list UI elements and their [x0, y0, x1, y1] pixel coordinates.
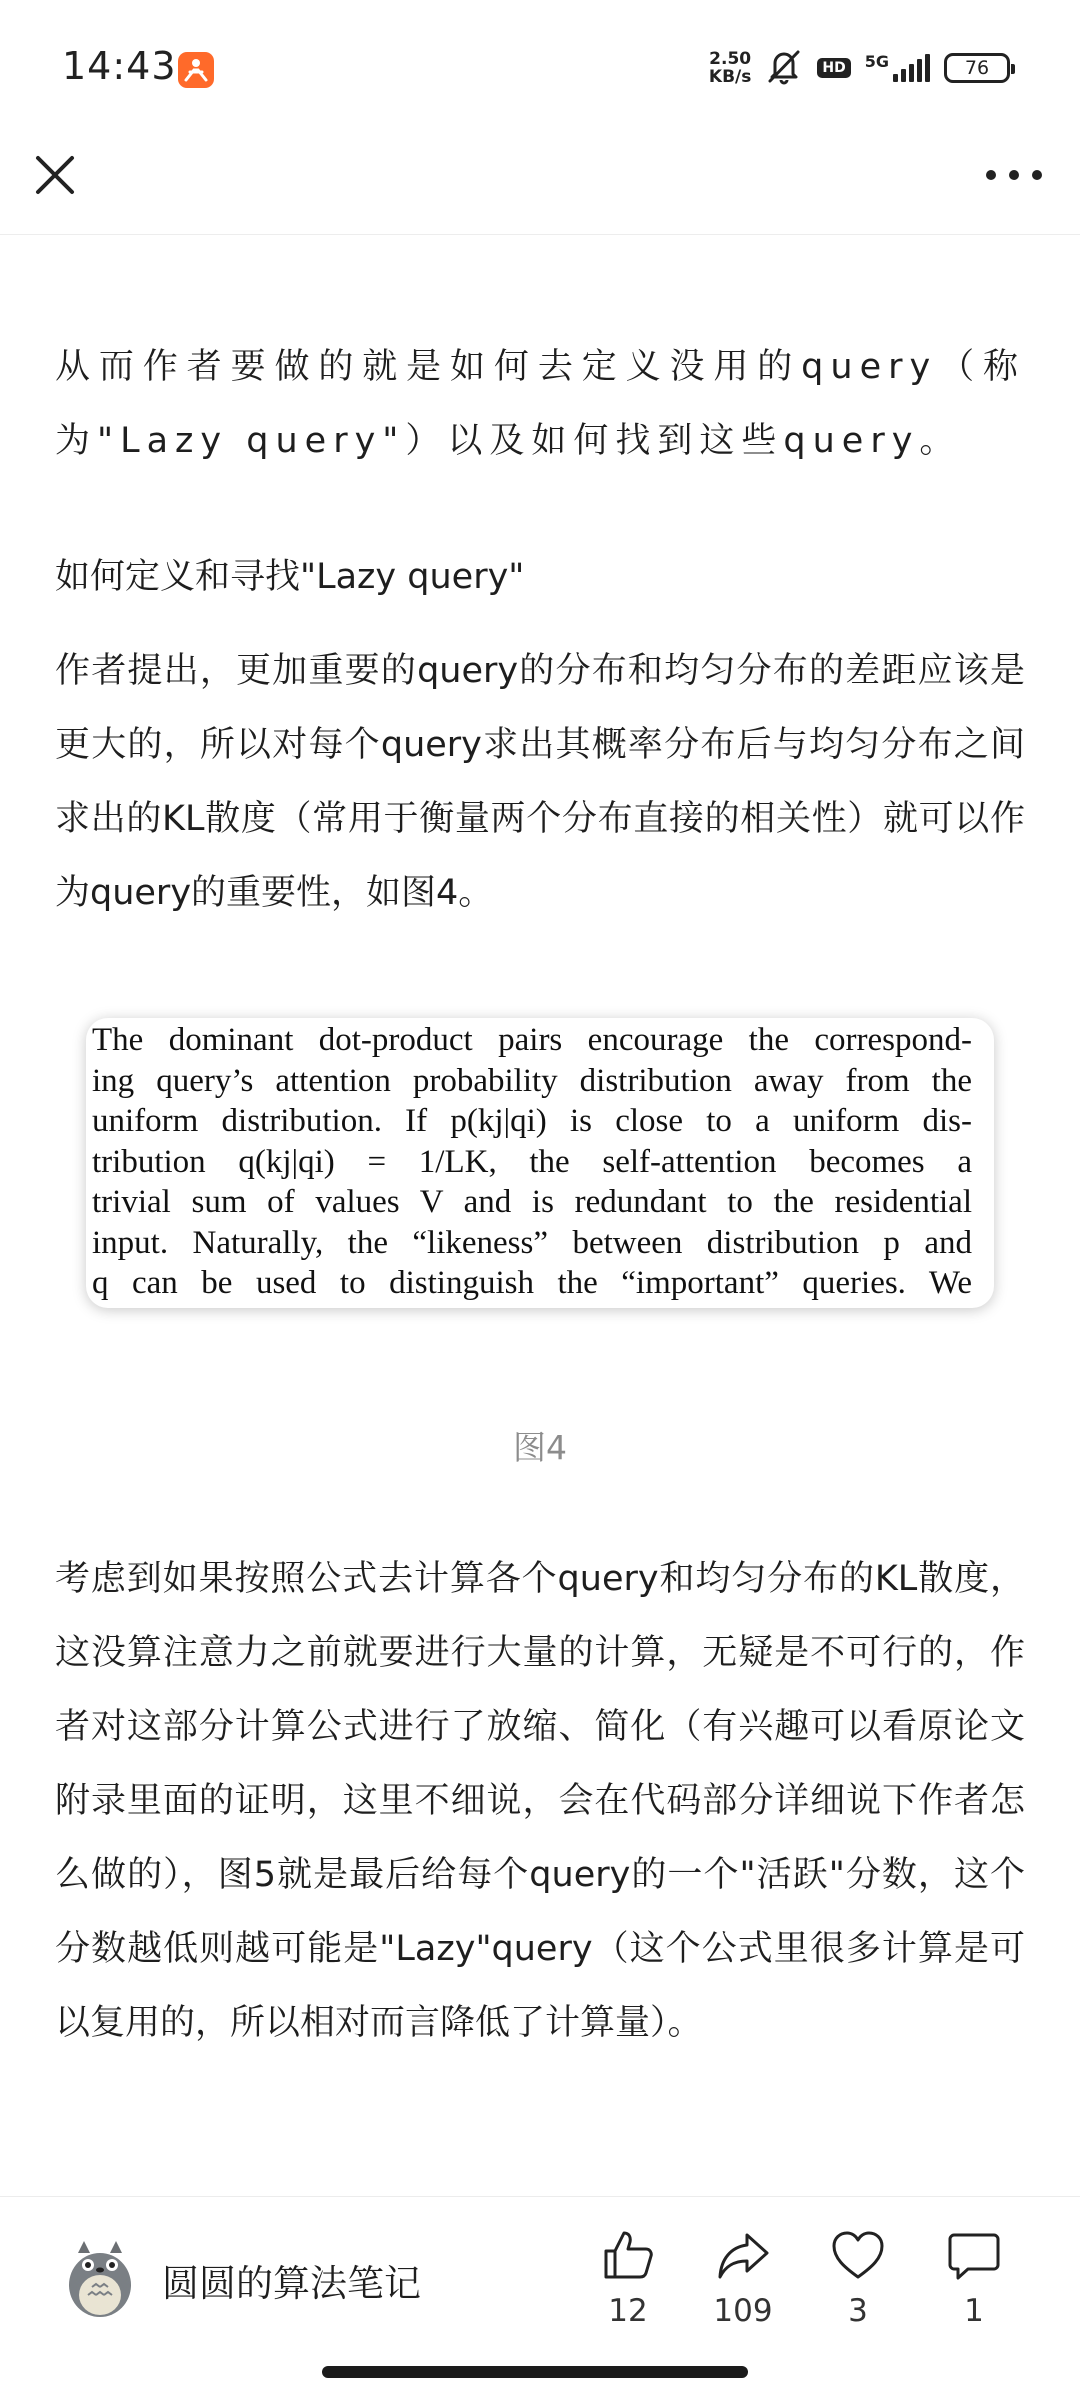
- author-name[interactable]: 圆圆的算法笔记: [162, 2262, 421, 2305]
- top-nav: [0, 140, 1080, 240]
- figure-caption: 图4: [513, 1428, 567, 1467]
- more-icon: [986, 170, 996, 180]
- paragraph-kl-divergence: 作者提出，更加重要的query的分布和均匀分布的差距应该是更大的，所以对每个query求出其概率分布后与均匀分布之间求出的KL散度（常用于衡量两个分布直接的相关性）就可以作为query的重要性，如图4。: [55, 651, 1025, 913]
- app-notification-icon: [178, 52, 214, 88]
- network-speed: [709, 50, 751, 86]
- more-button[interactable]: [986, 160, 1042, 190]
- home-indicator[interactable]: [322, 2366, 748, 2378]
- figure-line: tribution q(kj|qi) = 1/LK, the self-attention becomes a: [92, 1143, 972, 1180]
- figure-4-image[interactable]: [86, 1018, 994, 1308]
- status-bar: [0, 0, 1080, 140]
- author-avatar[interactable]: [64, 2239, 136, 2319]
- battery-icon: [944, 53, 1010, 83]
- section-heading: 如何定义和寻找"Lazy query": [55, 557, 525, 597]
- figure-4-text: [92, 1020, 972, 1304]
- signal-icon: [893, 54, 930, 82]
- nav-divider: [0, 234, 1080, 245]
- paragraph-active-score: 考虑到如果按照公式去计算各个query和均匀分布的KL散度，这没算注意力之前就要进行大量的计算，无疑是不可行的，作者对这部分计算公式进行了放缩、简化（有兴趣可以看原论文附录里面的证明，这里不细说，会在代码部分详细说下作者怎么做的），图5就是最后给每个query的一个"活跃"分数，这个分数越低则越可能是"Lazy"query（这个公式里很多计算是可以复用的，所以相对而言降低了计算量）。: [55, 1559, 1025, 2043]
- close-button[interactable]: [30, 150, 80, 200]
- thumbs-up-icon: [600, 2227, 656, 2283]
- share-count: 109: [713, 2293, 773, 2329]
- mute-icon: [765, 47, 803, 89]
- hd-badge: HD: [817, 58, 850, 78]
- figure-line: The dominant dot-product pairs encourage the correspond-: [92, 1022, 972, 1058]
- like-count: 12: [608, 2293, 648, 2329]
- close-icon: [30, 150, 80, 200]
- favorite-button[interactable]: [813, 2227, 903, 2329]
- heart-icon: [830, 2227, 886, 2283]
- comment-count: 1: [964, 2293, 984, 2329]
- network-type: 5G: [864, 51, 889, 71]
- comment-icon: [946, 2227, 1002, 2283]
- figure-line: uniform distribution. If p(kj|qi) is close to a uniform dis-: [92, 1103, 972, 1139]
- network-speed-unit: KB/s: [708, 67, 752, 87]
- share-icon: [715, 2227, 771, 2283]
- figure-line: q can be used to distinguish the “important” queries. We: [92, 1265, 972, 1301]
- network-speed-value: 2.50: [709, 49, 752, 69]
- like-button[interactable]: [583, 2227, 673, 2329]
- comment-button[interactable]: [929, 2227, 1019, 2329]
- figure-line: input. Naturally, the “likeness” between distribution p and: [92, 1224, 972, 1261]
- battery-level: 76: [964, 57, 990, 79]
- status-time: 14:43: [62, 44, 177, 88]
- paragraph-lazy-query-intro: 从而作者要做的就是如何去定义没用的query（称为"Lazy query"）以及如何找到这些query。: [55, 347, 1025, 461]
- favorite-count: 3: [848, 2293, 868, 2329]
- figure-line: ing query’s attention probability distribution away from the: [92, 1062, 972, 1099]
- figure-line: trivial sum of values V and is redundant to the residential: [92, 1184, 972, 1220]
- status-indicators: [709, 46, 1010, 90]
- share-button[interactable]: [698, 2227, 788, 2329]
